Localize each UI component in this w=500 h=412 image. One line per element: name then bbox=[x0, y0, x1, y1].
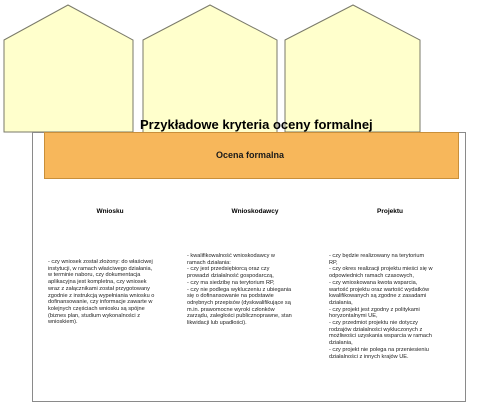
text-line: - kwalifikowalność wnioskodawcy w bbox=[187, 253, 275, 259]
text-line: odrębnych przepisów (dyskwalifikujące są bbox=[187, 299, 291, 306]
text-line: - czy będzie realizowany na terytorium bbox=[329, 253, 425, 259]
text-line: - czy wnioskowana kwota wsparcia, bbox=[329, 279, 418, 286]
column-heading-wniosku: Wniosku bbox=[96, 208, 124, 215]
text-line: - czy jest przedsiębiorcą oraz czy bbox=[187, 266, 270, 273]
text-line: wnioskiem). bbox=[48, 319, 78, 326]
text-line: - czy projekt jest zgodny z politykami bbox=[329, 306, 420, 313]
text-line: się o dofinansowanie na podstawie bbox=[187, 293, 274, 300]
text-line: horyzontalnymi UE, bbox=[329, 313, 378, 320]
text-line: kwalifikowanych są zgodne z zasadami bbox=[329, 293, 427, 300]
text-line: działania, bbox=[329, 299, 353, 306]
text-line: (biznes plan, studium wykonalności z bbox=[48, 312, 141, 319]
text-line: RP, bbox=[329, 259, 338, 266]
text-line: dofinansowanie, czy informacje zawarte w bbox=[48, 299, 153, 306]
text-line: - czy projekt nie polega na przeniesieniu bbox=[329, 346, 429, 353]
text-line: likwidacji lub upadłości). bbox=[187, 320, 247, 327]
column-heading-wnioskodawcy: Wnioskodawcy bbox=[231, 208, 279, 215]
column-text-wniosku bbox=[48, 259, 154, 326]
text-line: ramach działania: bbox=[187, 259, 231, 266]
text-line: wartość projektu oraz wartość wydatków bbox=[329, 286, 430, 293]
column-text-projektu bbox=[329, 253, 433, 360]
text-line: rodzajów działalności wykluczonych z bbox=[329, 326, 423, 333]
text-line: możliwości uzyskania wsparcia w ramach bbox=[329, 333, 432, 340]
text-line: - czy wniosek został złożony: do właściwej bbox=[48, 259, 153, 265]
text-line: - czy nie podlega wykluczeniu z ubiegania bbox=[187, 286, 292, 293]
text-line: prowadzi działalność gospodarczą, bbox=[187, 273, 274, 280]
text-line: wraz z załącznikami został przygotowany bbox=[48, 285, 150, 292]
text-line: działania, bbox=[329, 340, 353, 347]
house-shape-right bbox=[285, 5, 420, 132]
house-shape-left bbox=[4, 5, 133, 132]
text-line: - czy ma siedzibę na terytorium RP, bbox=[187, 279, 275, 286]
text-line: zarządu, zaległości publicznoprawne, stan bbox=[187, 313, 292, 320]
text-line: działalności z innych krajów UE. bbox=[329, 353, 409, 360]
text-line: kolejnych częściach wniosku są spójne bbox=[48, 305, 145, 312]
text-line: aplikacyjna jest kompletna, czy wniosek bbox=[48, 279, 147, 286]
column-heading-projektu: Projektu bbox=[376, 208, 403, 215]
text-line: instytucji, w ramach właściwego działania, bbox=[48, 265, 153, 272]
banner-label: Ocena formalna bbox=[215, 150, 285, 160]
text-line: w terminie naboru, czy dokumentacja bbox=[48, 272, 141, 279]
text-line: - czy przedmiot projektu nie dotyczy bbox=[329, 320, 418, 327]
column-text-wnioskodawcy bbox=[187, 253, 292, 327]
text-line: odpowiednich ramach czasowych, bbox=[329, 273, 414, 280]
text-line: zgodnie z instrukcją wypełniania wniosku o bbox=[48, 292, 155, 299]
diagram-title: Przykładowe kryteria oceny formalnej bbox=[140, 117, 373, 132]
text-line: - czy okres realizacji projektu mieści się w bbox=[329, 266, 433, 273]
text-line: m.in. prawomocne wyroki członków bbox=[187, 306, 275, 313]
